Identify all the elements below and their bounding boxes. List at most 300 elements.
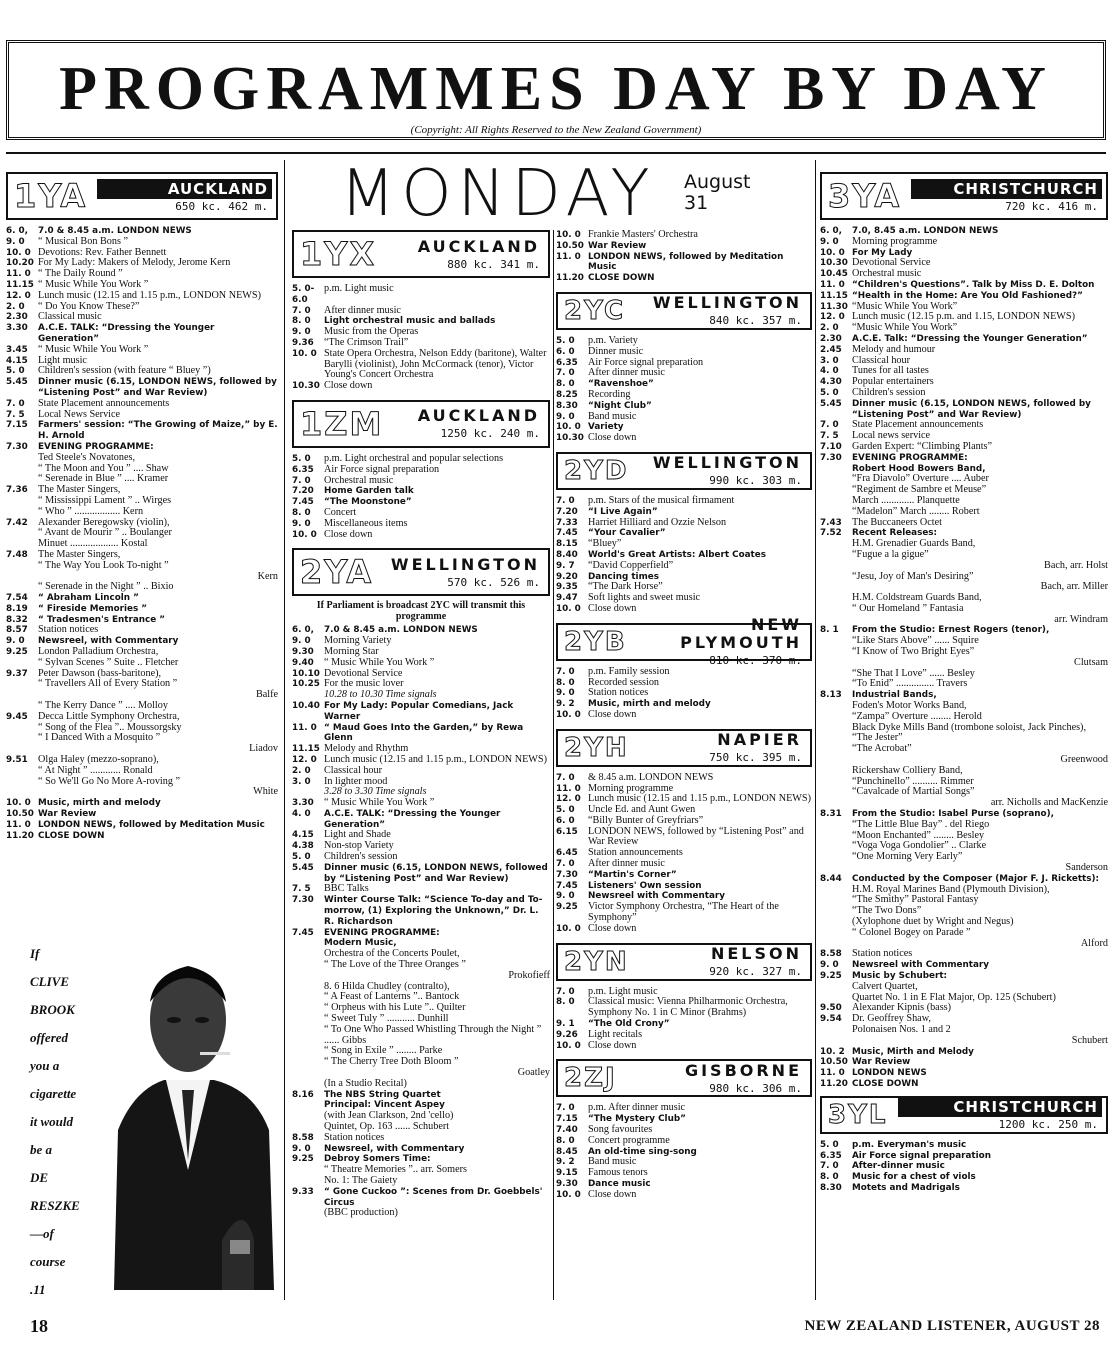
page-number: 18 [30,1316,48,1336]
programme-time: 12. 0 [6,290,31,301]
column-c [556,230,812,1300]
programme-item [6,625,278,636]
programme-time [820,647,852,658]
programme-title: p.m. Family session [588,665,670,677]
programme-item [292,1144,550,1155]
programme-time: 6. 0, [292,625,314,636]
programme-title: Light recitals [588,1028,643,1040]
programme-title: For My Lady: Makers of Melody, Jerome Kern [38,257,231,269]
programme-title: “Madelon” March ........ Robert [852,505,980,517]
programme-item [6,323,278,345]
station-city: AUCKLAND [417,406,540,426]
programme-title: Light music [38,354,87,366]
programme-title: Melody and humour [852,343,936,355]
programme-time [292,960,324,971]
column-rule [284,160,285,1300]
programme-title: arr. Windram [1054,613,1108,625]
programme-item [820,237,1108,248]
programme-title: “The Old Crony” [588,1019,670,1030]
programme-item [6,507,278,518]
station-header-2yh [556,729,812,767]
programme-time: 8.19 [6,603,28,614]
programme-item [292,1090,550,1101]
programme-title: Debroy Somers Time: [324,1154,431,1165]
programme-time: 9. 0 [6,636,25,647]
programme-title: Rickershaw Colliery Band, [852,764,963,776]
programme-title: For My Lady [852,247,913,258]
programme-time: 11.20 [556,273,584,284]
programme-title: “ Avant de Mourir ” .. Boulanger [38,527,172,539]
programme-item [292,1176,550,1187]
programme-time: 8. 1 [820,625,839,636]
page-title: PROGRAMMES DAY BY DAY [59,55,1053,123]
programme-title: 7.0, 8.45 a.m. LONDON NEWS [852,226,999,236]
programme-time: 11.15 [6,279,34,290]
programme-title: “To Enid” ............... Travers [852,678,968,690]
programme-item [292,284,550,306]
programme-title: Children's session [852,386,926,398]
programme-time: 6.35 [556,357,578,368]
programme-title: Famous tenors [588,1167,648,1179]
station-city: NAPIER [717,730,802,750]
station-frequency: 920 kc. 327 m. [709,965,802,979]
programme-title: “ Fireside Memories ” [38,603,148,614]
programme-item [820,323,1108,334]
programme-title: Motets and Madrigals [852,1182,960,1193]
programme-time: 9. 0 [292,636,311,647]
programme-item [292,928,550,939]
station-logo: 2ZJ [564,1063,617,1094]
programme-time [292,971,324,982]
programme-title: 3.28 to 3.30 Time signals [324,786,427,798]
programme-title: Close down [588,922,637,934]
station-frequency: 720 kc. 416 m. [1005,199,1098,213]
programme-time: 9. 0 [6,236,25,247]
programme-time [292,982,324,993]
programme-time: 8.32 [6,614,28,625]
programme-item [556,518,812,529]
programme-item [292,476,550,487]
programme-list [292,625,550,1219]
programme-time: 7. 0 [556,666,575,677]
programme-time: 5. 0 [820,387,839,398]
programme-title: Polonaisen Nos. 1 and 2 [852,1023,951,1035]
station-city: WELLINGTON [390,554,540,574]
programme-item [6,820,278,831]
station-frequency: 840 kc. 357 m. [709,314,802,328]
programme-title: BBC Talks [324,883,369,895]
programme-title: Classical music: Vienna Philharmonic Orchestra, Symphony No. 1 in C Minor (Brahms) [588,996,788,1019]
station-city: GISBORNE [684,1060,802,1080]
station-meta [635,731,810,765]
programme-time: 9. 0 [292,518,311,529]
station-city: AUCKLAND [97,179,272,199]
programme-title: Air Force signal preparation [588,356,704,368]
programme-item [820,679,1108,690]
programme-list [292,284,550,392]
programme-list [556,1103,812,1200]
advert-line: CLIVE [30,974,70,989]
man-portrait-photo [104,940,274,1290]
programme-time [292,1046,324,1057]
station-logo: 3YL [828,1099,888,1130]
programme-time: 2.30 [820,333,842,344]
programme-title: EVENING PROGRAMME: [38,441,154,452]
programme-item [556,859,812,870]
programme-title: Modern Music, [324,938,397,949]
programme-time: 7. 0 [556,859,575,870]
programme-title: Dinner music (6.15, LONDON NEWS, followed by “Listening Post” and War Review) [38,377,277,398]
programme-title: “ So We'll Go No More A-roving ” [38,775,181,787]
programme-item [556,870,812,881]
programme-time: 7. 5 [6,409,25,420]
programme-title: Local News Service [38,408,121,420]
station-frequency: 650 kc. 462 m. [175,199,268,213]
programme-title: Classical music [38,311,102,323]
programme-time: 7.52 [820,528,842,539]
station-header-2yd [556,452,812,490]
programme-time: 7.36 [6,485,28,496]
programme-time [6,690,38,701]
station-meta [379,550,548,594]
advert-line: course [30,1254,66,1269]
programme-time: 3.30 [292,798,314,809]
station-frequency: 980 kc. 306 m. [709,1081,802,1095]
station-meta [635,945,810,979]
programme-time [820,572,852,583]
programme-title: “ A Feast of Lanterns ”.. Bantock [324,991,460,1003]
programme-time: 3. 0 [292,776,311,787]
programme-time: 5.45 [292,862,314,873]
programme-title: After dinner music [588,367,665,379]
programme-title: World's Great Artists: Albert Coates [588,549,766,560]
programme-time [820,669,852,680]
programme-title: State Placement announcements [38,397,170,409]
programme-item [820,1140,1108,1151]
programme-item [292,701,550,723]
programme-title: H.M. Grenadier Guards Band, [852,538,976,550]
programme-title: Ted Steele's Novatones, [38,451,136,463]
programme-title: arr. Nicholls and MacKenzie [990,797,1108,809]
programme-time: 5. 0 [292,852,311,863]
programme-list [820,1140,1108,1194]
programme-time: 9. 0 [556,688,575,699]
programme-time: 4.38 [292,841,314,852]
programme-item [820,647,1108,658]
programme-title: “ Song in Exile ” ........ Parke [324,1045,443,1057]
programme-title: Band music [588,410,637,422]
programme-item [556,241,812,252]
programme-time: 9.40 [292,657,314,668]
programme-title: 8. 6 Hilda Chudley (contralto), [324,980,450,992]
programme-title: “She That I Love” ...... Besley [852,667,975,679]
programme-title: War Review [852,1057,911,1068]
station-frequency: 1200 kc. 250 m. [998,1118,1098,1132]
programme-time: 8.58 [820,949,842,960]
programme-time [820,712,852,723]
programme-time [820,1036,852,1047]
programme-time: 3. 0 [820,355,839,366]
programme-title: “Fra Diavolo” Overture .... Auber [852,473,989,485]
programme-time: 7.20 [292,486,314,497]
programme-item [820,1036,1108,1047]
programme-title: Foden's Motor Works Band, [852,700,967,712]
programme-time [6,679,38,690]
programme-time [820,485,852,496]
programme-item [556,412,812,423]
programme-item [556,827,812,849]
programme-title: Classical hour [324,764,383,776]
station-logo: 1YX [300,235,377,273]
programme-title: Band music [588,1156,637,1168]
programme-item [556,773,812,784]
station-frequency: 810 kc. 370 m. [709,654,802,668]
programme-item [292,306,550,317]
programme-title: Orchestral music [324,474,394,486]
station-frequency: 570 kc. 526 m. [447,575,540,589]
programme-title: LONDON NEWS [852,1068,927,1079]
programme-title: Quartet No. 1 in E Flat Major, Op. 125 (Schubert) [852,991,1056,1003]
programme-time: 4.30 [820,377,842,388]
programme-title: p.m. Light orchestral and popular selections [324,452,504,464]
programme-title: Close down [324,528,373,540]
programme-item [556,604,812,615]
station-header-2zj [556,1059,812,1097]
programme-title: Prokofieff [508,969,550,981]
programme-title: “Cavalcade of Martial Songs” [852,786,975,798]
programme-item [292,486,550,497]
programme-title: The NBS String Quartet [324,1089,441,1100]
station-city: WELLINGTON [652,293,802,313]
programme-time: 8.58 [292,1132,314,1143]
programme-title: Schubert [1071,1034,1108,1046]
programme-title: Concert [324,506,357,518]
programme-title: Lunch music (12.15 p.m. and 1.15, LONDON NEWS) [852,311,1075,323]
programme-time: 8.31 [820,809,842,820]
station-header-2yb [556,615,812,668]
programme-time [820,939,852,950]
programme-title: Alford [1080,937,1108,949]
programme-item [292,1057,550,1068]
programme-time [6,777,38,788]
advert-line: DE [30,1170,49,1185]
programme-item [6,237,278,248]
programme-item [556,1168,812,1179]
programme-time: 7. 0 [820,1161,839,1172]
programme-title: “ The Moon and You ” .... Shaw [38,462,169,474]
programme-time: 7.43 [820,517,842,528]
programme-time: 9.51 [6,755,28,766]
programme-time: 8.25 [556,389,578,400]
programme-time: 7.33 [556,517,578,528]
programme-time: 7.45 [292,497,314,508]
programme-item [292,1133,550,1144]
programme-title: “ Abraham Lincoln ” [38,593,139,604]
programme-item [820,1068,1108,1079]
programme-title: p.m. Everyman's music [852,1139,967,1150]
programme-time [292,1068,324,1079]
programme-item [556,1041,812,1052]
programme-title: “ Music While You Work ” [324,797,435,809]
programme-title: “Ravenshoe” [588,379,654,390]
programme-title: “Music While You Work” [852,322,958,334]
programme-item [556,401,812,412]
programme-title: p.m. Light music [324,283,394,294]
programme-title: In lighter mood [324,775,388,787]
programme-title: Music, Mirth and Melody [852,1046,974,1057]
programme-title: “ Sylvan Scenes ” Suite .. Fletcher [38,656,179,668]
programme-title: “Jesu, Joy of Man's Desiring” [852,570,974,582]
station-city: CHRISTCHURCH [911,179,1102,199]
station-meta [633,615,810,668]
programme-time [292,938,324,949]
programme-title: Garden Expert: “Climbing Plants” [852,440,993,452]
programme-time [6,733,38,744]
programme-title: “ Song of the Flea ”.. Moussorgsky [38,721,182,733]
programme-item [820,1183,1108,1194]
programme-time: 6. 0 [556,346,575,357]
programme-title: Close down [588,708,637,720]
programme-item [820,863,1108,874]
programme-title: Uncle Ed. and Aunt Gwen [588,804,696,816]
programme-title: Principal: Vincent Aspey [324,1100,445,1111]
programme-time [292,1100,324,1111]
programme-time [820,777,852,788]
programme-time: 9.33 [292,1186,314,1197]
programme-time: 7.45 [556,528,578,539]
programme-time [820,1025,852,1036]
programme-title: “ The Daily Round ” [38,268,123,280]
programme-title: Alexander Kipnis (bass) [852,1002,952,1014]
programme-time [820,496,852,507]
programme-time: 3.30 [6,323,28,334]
programme-item [556,390,812,401]
programme-title: Music by Schubert: [852,970,948,981]
column-3ya [820,172,1108,1296]
programme-item [6,604,278,615]
programme-time: 7. 5 [820,431,839,442]
programme-time [820,474,852,485]
programme-time: 10.25 [292,679,320,690]
programme-title: p.m. Variety [588,334,638,346]
programme-item [292,766,550,777]
programme-title: “The Jester” [852,732,903,744]
advert-line: .11 [30,1282,46,1297]
programme-title: Robert Hood Bowers Band, [852,463,986,474]
programme-item [292,519,550,530]
programme-item [556,997,812,1019]
programme-time: 10.45 [820,269,848,280]
programme-time: 9.25 [6,647,28,658]
programme-title: Music for a chest of viols [852,1172,976,1183]
programme-time: 7. 5 [292,884,311,895]
programme-time: 7.10 [820,441,842,452]
programme-item [820,982,1108,993]
programme-list [556,773,812,935]
programme-time [820,550,852,561]
programme-time: 5. 0 [292,453,311,464]
programme-title: Sanderson [1065,862,1108,874]
programme-item [292,1079,550,1090]
programme-time: 7.15 [556,1114,578,1125]
programme-time: 8. 0 [820,1172,839,1183]
programme-item [6,831,278,842]
programme-title: Variety [588,422,624,433]
programme-time: 2. 0 [6,301,25,312]
programme-title: “Night Club” [588,400,652,411]
advert-line: If [30,946,40,961]
programme-time [292,1208,324,1219]
advert-line: —of [30,1226,54,1241]
programme-item [6,312,278,323]
programme-title: Kern [257,570,278,582]
programme-title: Peter Dawson (bass-baritone), [38,667,162,679]
programme-title: Popular entertainers [852,376,934,388]
programme-list [820,226,1108,1090]
programme-item [820,949,1108,960]
programme-title: “ Travellers All of Every Station ” [38,678,178,690]
programme-item [820,960,1108,971]
programme-time [292,690,324,701]
programme-title: “The Dark Horse” [588,581,663,593]
programme-title: LONDON NEWS, followed by “Listening Post” and War Review [588,825,804,848]
programme-title: Morning Star [324,645,379,657]
station-logo: 1ZM [300,404,384,443]
programme-time: 6.35 [820,1150,842,1161]
programme-time: 7.15 [6,420,28,431]
programme-time: 10.30 [556,433,584,444]
programme-time: 5. 0 [820,1139,839,1150]
programme-item [820,507,1108,518]
station-frequency: 1250 kc. 240 m. [440,427,540,441]
programme-time: 6. 0 [556,815,575,826]
programme-time [820,841,852,852]
programme-time [292,1003,324,1014]
programme-time: 5. 0 [556,805,575,816]
programme-item [292,895,550,927]
programme-time [292,1014,324,1025]
programme-time: 9.25 [292,1154,314,1165]
programme-time [6,539,38,550]
programme-title: After dinner music [588,858,665,870]
programme-item [820,1151,1108,1162]
programme-title: Recent Releases: [852,528,938,539]
programme-list [556,230,812,284]
programme-title: “The Little Blue Bay” . del Riego [852,818,990,830]
programme-title: Goatley [517,1067,550,1079]
programme-title: The Buccaneers Octet [852,516,942,528]
station-logo: 2YB [564,626,627,657]
programme-title: “ The Kerry Dance ” .... Molloy [38,700,168,712]
programme-title: Minuet ................... Kostal [38,538,148,550]
programme-time: 11. 0 [292,722,317,733]
programme-time [292,787,324,798]
programme-title: A.C.E. TALK: “Dressing the Younger Generation” [324,808,501,830]
programme-time: 2.30 [6,312,28,323]
programme-time [292,1111,324,1122]
programme-title: Devotional Service [852,257,931,269]
programme-title: Station notices [588,687,649,699]
programme-title: “Like Stars Above” ...... Squire [852,635,979,647]
programme-title: “Music While You Work” [852,300,958,312]
programme-item [820,388,1108,399]
station-city: NEW PLYMOUTH [680,615,802,653]
programme-time: 10. 0 [292,529,317,540]
programme-time: 7. 0 [556,772,575,783]
programme-title: 7.0 & 8.45 a.m. LONDON NEWS [38,226,192,236]
programme-time [820,766,852,777]
programme-item [6,679,278,690]
